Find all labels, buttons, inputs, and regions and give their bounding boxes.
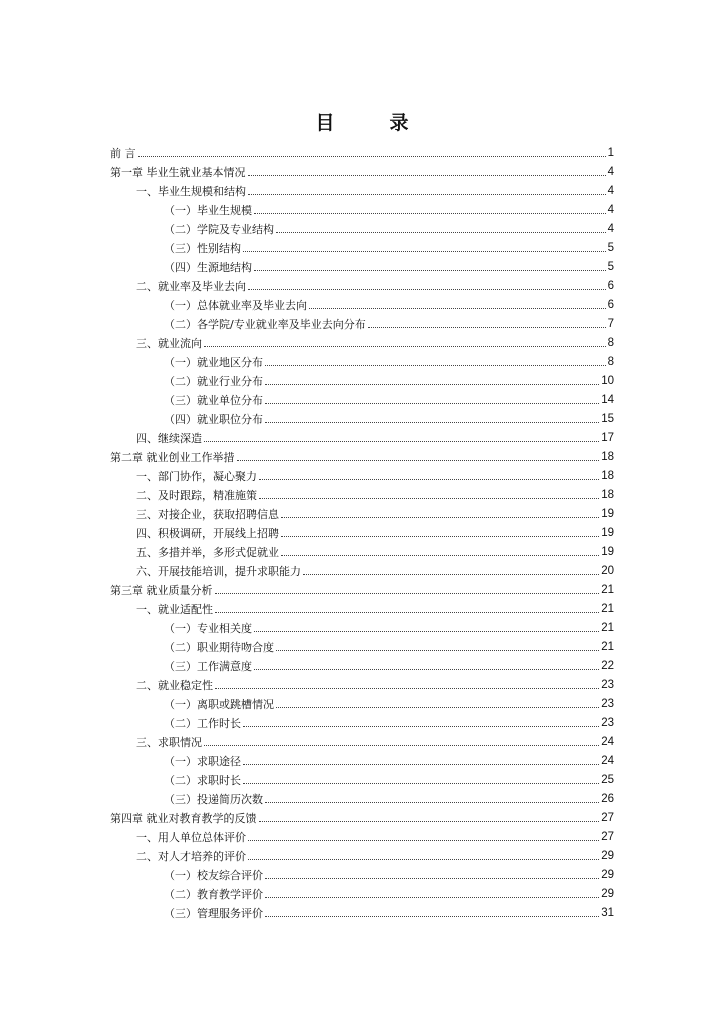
toc-entry-label: 第二章 就业创业工作举措 [110,451,235,464]
toc-entry-page-number: 4 [607,204,614,216]
toc-entry-label: （一）离职或跳槽情况 [164,698,274,711]
toc-entry-page-number: 19 [601,508,614,520]
toc-entry-page-number: 26 [601,793,614,805]
toc-entry[interactable] [110,217,614,236]
toc-leader-dots [243,783,599,784]
toc-entry-page-number: 18 [601,489,614,501]
toc-entry-label: （四）生源地结构 [164,261,252,274]
toc-leader-dots [215,688,599,689]
toc-entry-label: （三）管理服务评价 [164,907,263,920]
toc-entry-label: （二）各学院/专业就业率及毕业去向分布 [164,318,366,331]
toc-entry-label: （三）投递简历次数 [164,793,263,806]
toc-entry-page-number: 21 [601,603,614,615]
toc-entry[interactable] [110,502,614,521]
toc-entry-page-number: 24 [601,736,614,748]
toc-entry-page-number: 7 [607,318,614,330]
toc-leader-dots [204,745,599,746]
toc-entry[interactable] [110,559,614,578]
toc-entry-page-number: 10 [601,375,614,387]
toc-leader-dots [204,441,599,442]
toc-entry-label: 六、开展技能培训，提升求职能力 [136,565,301,578]
toc-leader-dots [259,821,600,822]
toc-leader-dots [215,593,600,594]
toc-entry-label: 二、对人才培养的评价 [136,850,246,863]
toc-entry[interactable] [110,806,614,825]
page-title: 目 录 [315,112,427,134]
toc-entry-label: 一、毕业生规模和结构 [136,185,246,198]
toc-entry[interactable] [110,787,614,806]
toc-leader-dots [265,384,599,385]
toc-leader-dots [248,175,606,176]
toc-leader-dots [237,460,600,461]
toc-leader-dots [248,859,599,860]
toc-entry-label: 二、及时跟踪，精准施策 [136,489,257,502]
toc-entry-label: （一）就业地区分布 [164,356,263,369]
toc-entry-label: 前 言 [110,147,136,160]
toc-entry[interactable] [110,711,614,730]
toc-leader-dots [276,650,599,651]
toc-entry-label: （三）就业单位分布 [164,394,263,407]
toc-leader-dots [368,327,606,328]
toc-entry[interactable] [110,179,614,198]
toc-entry[interactable] [110,863,614,882]
toc-entry[interactable] [110,426,614,445]
toc-entry[interactable] [110,768,614,787]
toc-leader-dots [265,365,606,366]
toc-entry-page-number: 6 [607,299,614,311]
toc-leader-dots [276,232,606,233]
toc-entry[interactable] [110,578,614,597]
toc-leader-dots [204,346,606,347]
toc-entry-label: （一）毕业生规模 [164,204,252,217]
toc-leader-dots [215,612,599,613]
toc-entry-label: （三）工作满意度 [164,660,252,673]
toc-leader-dots [243,251,606,252]
toc-entry[interactable] [110,654,614,673]
toc-entry-label: 一、部门协作，凝心聚力 [136,470,257,483]
toc-entry[interactable] [110,407,614,426]
toc-entry-label: 一、用人单位总体评价 [136,831,246,844]
toc-leader-dots [265,802,599,803]
toc-entry-label: 三、对接企业，获取招聘信息 [136,508,279,521]
toc-leader-dots [303,574,599,575]
toc-entry[interactable] [110,730,614,749]
toc-entry[interactable] [110,141,614,160]
toc-entry[interactable] [110,274,614,293]
toc-entry-label: 第三章 就业质量分析 [110,584,213,597]
toc-entry-label: （一）求职途径 [164,755,241,768]
toc-entry-page-number: 21 [601,622,614,634]
toc-leader-dots [309,308,606,309]
toc-entry-page-number: 27 [601,831,614,843]
toc-entry[interactable] [110,198,614,217]
toc-entry-label: 三、求职情况 [136,736,202,749]
toc-entry[interactable] [110,388,614,407]
toc-entry[interactable] [110,483,614,502]
toc-entry-page-number: 18 [601,451,614,463]
toc-leader-dots [248,840,599,841]
toc-entry[interactable] [110,236,614,255]
toc-entry-page-number: 8 [607,337,614,349]
toc-leader-dots [265,916,599,917]
toc-entry-page-number: 29 [601,888,614,900]
toc-entry[interactable] [110,464,614,483]
toc-leader-dots [138,156,606,157]
toc-leader-dots [259,479,599,480]
toc-leader-dots [243,726,599,727]
toc-entry-page-number: 4 [607,223,614,235]
toc-leader-dots [254,631,599,632]
toc-leader-dots [254,270,606,271]
toc-entry[interactable] [110,673,614,692]
toc-entry-label: （二）教育教学评价 [164,888,263,901]
toc-entry-label: （二）工作时长 [164,717,241,730]
toc-entry-label: （一）校友综合评价 [164,869,263,882]
toc-entry[interactable] [110,597,614,616]
toc-entry[interactable] [110,882,614,901]
toc-entry[interactable] [110,331,614,350]
toc-entry[interactable] [110,844,614,863]
toc-entry[interactable] [110,692,614,711]
toc-entry[interactable] [110,540,614,559]
toc-entry-page-number: 17 [601,432,614,444]
toc-entry[interactable] [110,521,614,540]
toc-entry-label: 第一章 毕业生就业基本情况 [110,166,246,179]
toc-entry-label: 一、就业适配性 [136,603,213,616]
toc-entry-page-number: 27 [601,812,614,824]
toc-entry-label: （一）总体就业率及毕业去向 [164,299,307,312]
toc-entry-label: 三、就业流向 [136,337,202,350]
toc-entry[interactable] [110,635,614,654]
toc-entry-label: （二）学院及专业结构 [164,223,274,236]
toc-entry-page-number: 21 [601,584,614,596]
toc-entry[interactable] [110,369,614,388]
toc-entry-label: 四、积极调研，开展线上招聘 [136,527,279,540]
toc-entry-page-number: 4 [607,166,614,178]
toc-entry[interactable] [110,312,614,331]
toc-entry-page-number: 23 [601,679,614,691]
toc-entry-label: 第四章 就业对教育教学的反馈 [110,812,257,825]
toc-entry-page-number: 4 [607,185,614,197]
toc-entry-label: 四、继续深造 [136,432,202,445]
toc-entry-label: （二）职业期待吻合度 [164,641,274,654]
toc-entry-label: （二）就业行业分布 [164,375,263,388]
toc-leader-dots [254,213,606,214]
toc-entry-label: （四）就业职位分布 [164,413,263,426]
toc-entry-label: 二、就业稳定性 [136,679,213,692]
toc-leader-dots [254,669,599,670]
toc-entry-label: （二）求职时长 [164,774,241,787]
toc-entry-page-number: 19 [601,527,614,539]
toc-entry-page-number: 29 [601,869,614,881]
toc-entry-page-number: 19 [601,546,614,558]
toc-entry-label: 五、多措并举，多形式促就业 [136,546,279,559]
toc-entry[interactable] [110,616,614,635]
toc-entry-page-number: 8 [607,356,614,368]
toc-leader-dots [259,498,599,499]
toc-entry[interactable] [110,901,614,920]
toc-entry-label: 二、就业率及毕业去向 [136,280,246,293]
toc-entry-page-number: 18 [601,470,614,482]
toc-entry[interactable] [110,445,614,464]
toc-entry-page-number: 5 [607,261,614,273]
toc-entry[interactable] [110,255,614,274]
toc-entry-page-number: 24 [601,755,614,767]
toc-leader-dots [265,897,599,898]
toc-entry-page-number: 15 [601,413,614,425]
toc-entry-page-number: 31 [601,907,614,919]
toc-entry[interactable] [110,749,614,768]
toc-entry[interactable] [110,825,614,844]
toc-entry-page-number: 22 [601,660,614,672]
toc-leader-dots [281,536,599,537]
toc-leader-dots [276,707,599,708]
toc-entry[interactable] [110,293,614,312]
toc-entry-page-number: 20 [601,565,614,577]
toc-entry-page-number: 23 [601,717,614,729]
table-of-contents [110,141,614,920]
toc-entry-page-number: 14 [601,394,614,406]
toc-entry-page-number: 29 [601,850,614,862]
toc-leader-dots [243,764,599,765]
toc-leader-dots [248,194,606,195]
toc-leader-dots [265,878,599,879]
toc-entry-label: （一）专业相关度 [164,622,252,635]
toc-leader-dots [281,517,599,518]
toc-entry-page-number: 21 [601,641,614,653]
toc-entry-page-number: 6 [607,280,614,292]
toc-entry-page-number: 25 [601,774,614,786]
toc-leader-dots [265,422,599,423]
toc-leader-dots [281,555,599,556]
toc-leader-dots [248,289,606,290]
toc-entry-page-number: 5 [607,242,614,254]
toc-entry[interactable] [110,160,614,179]
toc-entry-label: （三）性别结构 [164,242,241,255]
toc-entry[interactable] [110,350,614,369]
toc-entry-page-number: 1 [607,147,614,159]
toc-leader-dots [265,403,599,404]
toc-entry-page-number: 23 [601,698,614,710]
